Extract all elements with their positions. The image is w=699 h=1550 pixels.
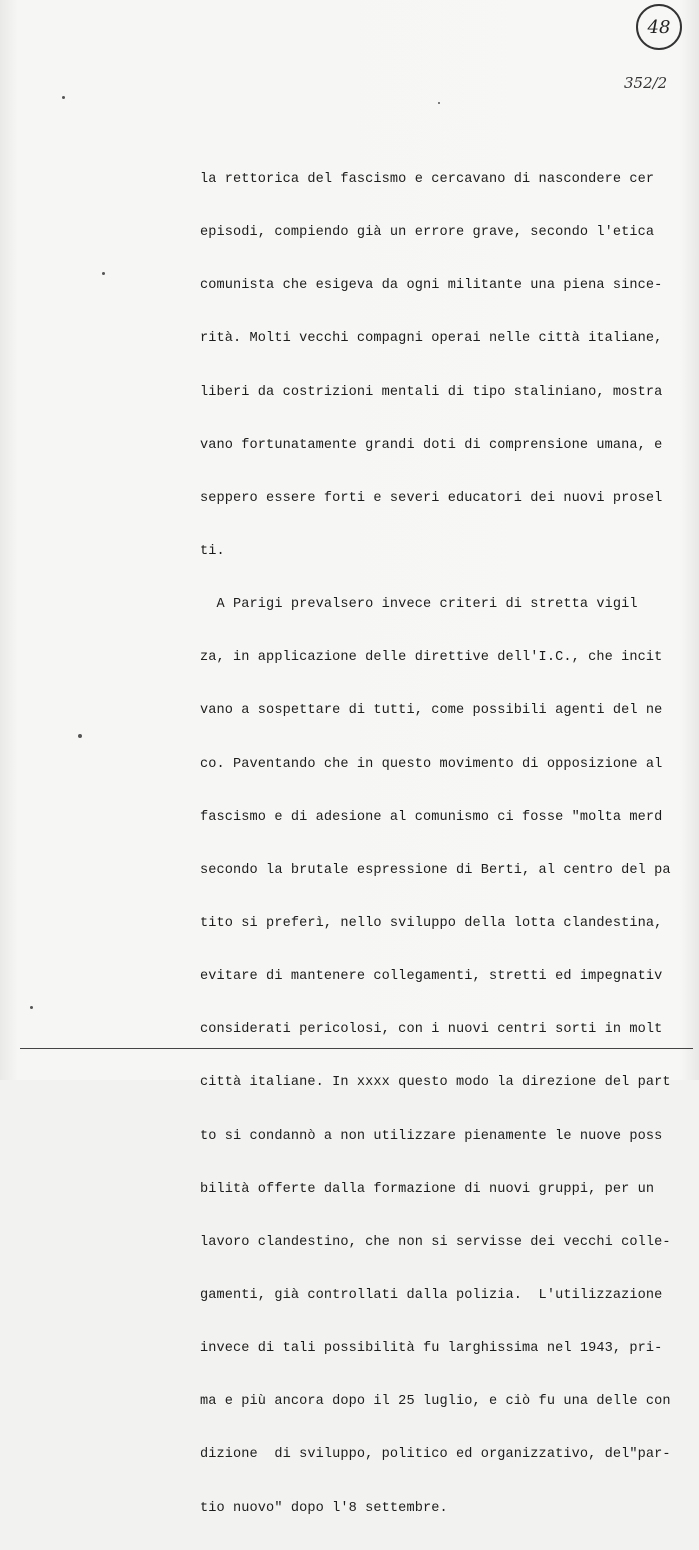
- text-line: bilità offerte dalla formazione di nuovi gruppi, per un: [200, 1181, 655, 1197]
- scan-speck: [62, 96, 65, 99]
- text-line: episodi, compiendo già un errore grave, secondo l'etica: [200, 225, 655, 241]
- text-line: lavoro clandestino, che non si servisse dei vecchi colle-: [200, 1234, 671, 1250]
- text-line: co. Paventando che in questo movimento di opposizione al: [200, 756, 663, 772]
- page-number: 352/2: [624, 74, 668, 92]
- text-line: secondo la brutale espressione di Berti, al centro del pa: [200, 862, 671, 878]
- text-line: fascismo e di adesione al comunismo ci fosse "molta merd: [200, 809, 663, 825]
- text-line: considerati pericolosi, con i nuovi centri sorti in molt: [200, 1022, 663, 1038]
- corner-stamp-text: 48: [647, 16, 671, 38]
- text-line: A Parigi prevalsero invece criteri di stretta vigil: [200, 597, 638, 613]
- text-line: città italiane. In xxxx questo modo la direzione del part: [200, 1075, 671, 1091]
- text-line: vano a sospettare di tutti, come possibili agenti del ne: [200, 703, 663, 719]
- text-line: vano fortunatamente grandi doti di comprensione umana, e: [200, 437, 663, 453]
- bottom-rule: [20, 1048, 693, 1049]
- text-line: gamenti, già controllati dalla polizia. L'utilizzazione: [200, 1287, 663, 1303]
- text-line: tio nuovo" dopo l'8 settembre.: [200, 1500, 448, 1516]
- text-line: ti.: [200, 543, 225, 559]
- text-line: la rettorica del fascismo e cercavano di nascondere cer: [200, 172, 655, 187]
- text-line: seppero essere forti e severi educatori dei nuovi prosel: [200, 490, 663, 506]
- text-line: invece di tali possibilità fu larghissima nel 1943, pri-: [200, 1341, 663, 1357]
- text-line: rità. Molti vecchi compagni operai nelle città italiane,: [200, 331, 663, 347]
- scan-speck: [438, 102, 440, 104]
- corner-stamp: [636, 4, 682, 50]
- text-line: evitare di mantenere collegamenti, stretti ed impegnativ: [200, 969, 663, 985]
- text-line: ma e più ancora dopo il 25 luglio, e ciò fu una delle con: [200, 1394, 671, 1410]
- scan-speck: [102, 272, 105, 275]
- text-line: to si condannò a non utilizzare pienamente le nuove poss: [200, 1128, 663, 1144]
- text-line: za, in applicazione delle direttive dell'I.C., che incit: [200, 650, 663, 666]
- text-line: dizione di sviluppo, politico ed organizzativo, del"par-: [200, 1447, 671, 1463]
- scan-speck: [78, 734, 82, 738]
- typed-body-text: [200, 138, 682, 1550]
- text-line: comunista che esigeva da ogni militante una piena since-: [200, 278, 663, 294]
- text-line: liberi da costrizioni mentali di tipo staliniano, mostra: [200, 384, 663, 400]
- text-line: tito si preferì, nello sviluppo della lotta clandestina,: [200, 915, 663, 931]
- scan-speck: [30, 1006, 33, 1009]
